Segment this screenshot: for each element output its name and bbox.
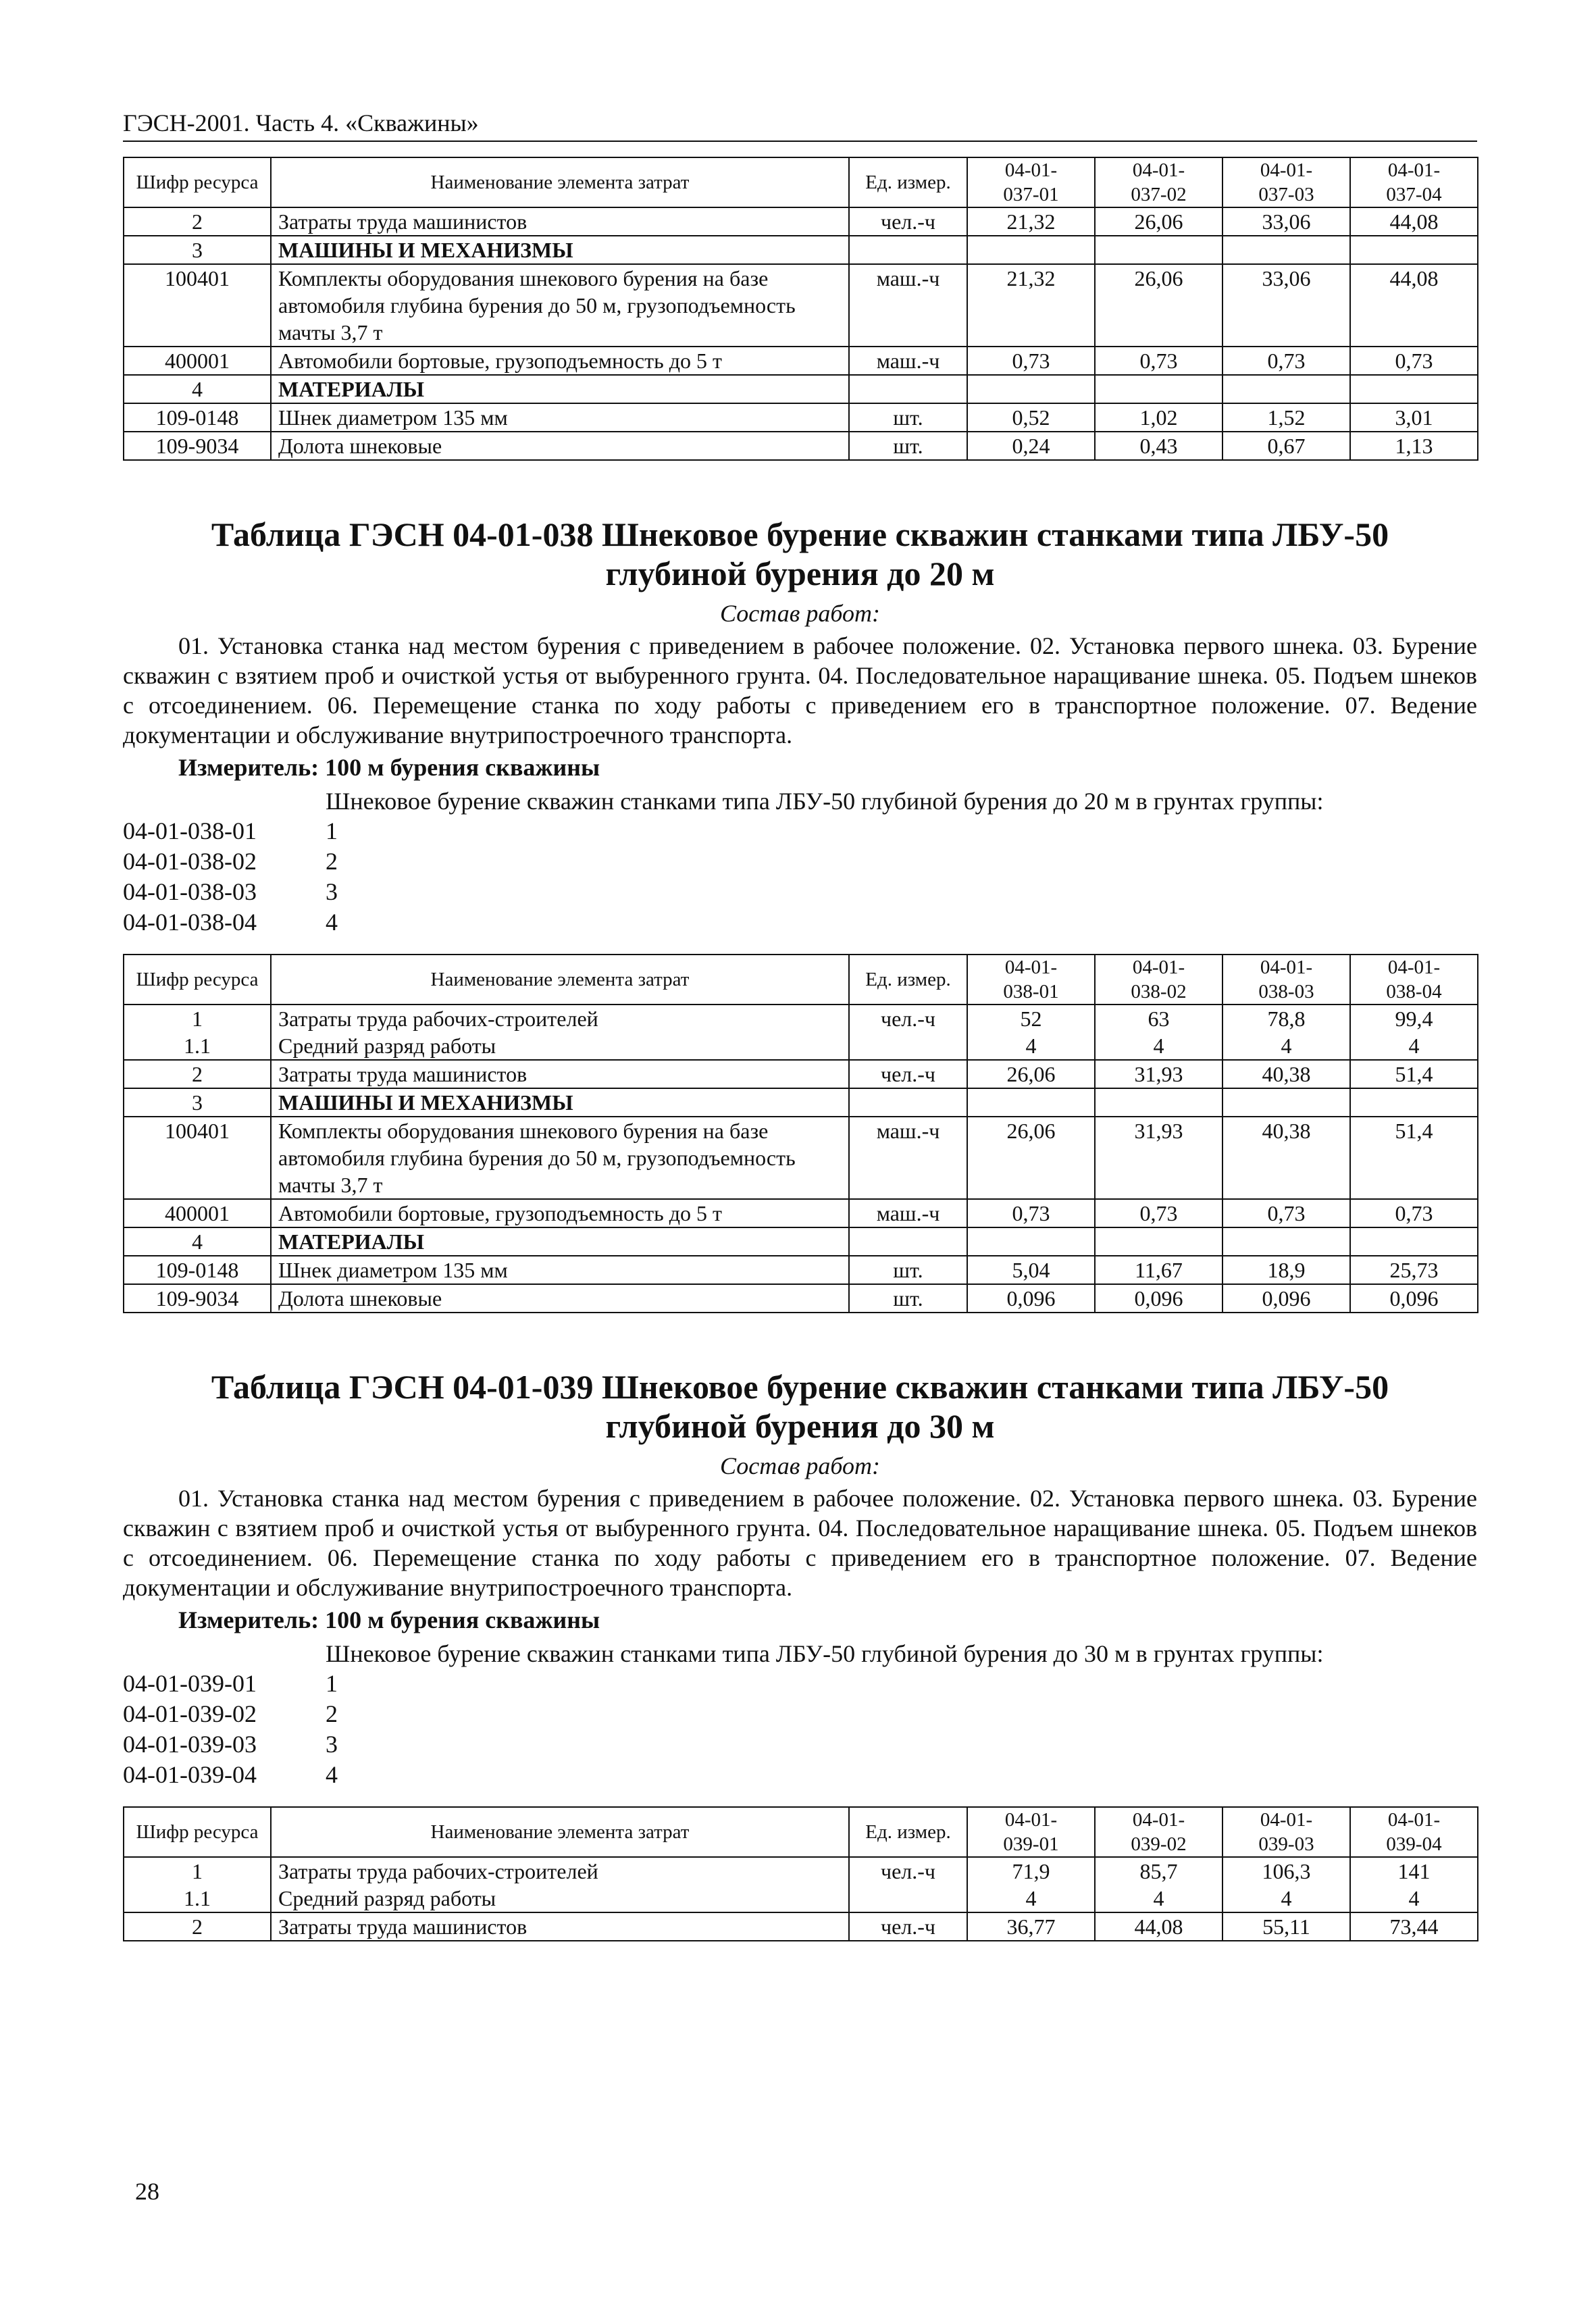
column-header-variant: 04-01- 038-02: [1095, 955, 1222, 1005]
page-number: 28: [135, 2178, 159, 2205]
variant-list: [123, 1669, 1477, 1790]
table-row: [124, 1117, 1478, 1199]
document-page: [123, 108, 1477, 1941]
variant-code: 04-01-039-04: [123, 1761, 257, 1788]
table-header-row: [124, 955, 1478, 1005]
value-cell: 44,08: [1095, 1912, 1222, 1941]
variant-code: 04-01-039-02: [123, 1700, 257, 1727]
column-header-variant: 04-01- 039-02: [1095, 1807, 1222, 1857]
variant-group: 4: [326, 1761, 338, 1788]
unit: шт.: [849, 403, 967, 432]
variant-group: 1: [326, 1670, 338, 1697]
column-header-code: Шифр ресурса: [124, 157, 271, 207]
value-cell: 0,73: [1095, 1199, 1222, 1227]
composition-label: Состав работ:: [720, 1452, 880, 1479]
value-cell: 1,13: [1350, 432, 1478, 460]
resource-code: 400001: [124, 347, 271, 375]
cost-element-name: Шнек диаметром 135 мм: [271, 1256, 849, 1284]
resource-code: 2: [124, 1060, 271, 1088]
value-cell: 44,08: [1350, 264, 1478, 347]
table-row: [124, 1199, 1478, 1227]
section-heading: МАШИНЫ И МЕХАНИЗМЫ: [271, 1088, 849, 1117]
value-cell: 51,4: [1350, 1060, 1478, 1088]
variant-group: 1: [326, 817, 338, 844]
list-item: [123, 907, 1477, 938]
table-row: [124, 1005, 1478, 1060]
work-composition: 01. Установка станка над местом бурения с приведением в рабочее положение. 02. Установка первого шнека. 03. Бурение скважин с взятием проб и очисткой устья от выбуренного грунта. 04. Последовательное наращивание шнека. 05. Подъем шнеков с отсоединением. 06. Перемещение станка по ходу работы с приведением его в транспортное положение. 07. Ведение документации и обслуживание внутрипостроечного транспорта.: [123, 632, 1477, 748]
value-cell: 1,52: [1222, 403, 1350, 432]
resource-code: 100401: [124, 264, 271, 347]
value-cell: 73,44: [1350, 1912, 1478, 1941]
unit: чел.-ч: [849, 1857, 967, 1912]
value-cell: 0,52: [967, 403, 1095, 432]
column-header-code: Шифр ресурса: [124, 1807, 271, 1857]
column-header-code: Шифр ресурса: [124, 955, 271, 1005]
unit: шт.: [849, 1284, 967, 1313]
value-cell: 0,73: [1222, 347, 1350, 375]
value-cell: 55,11: [1222, 1912, 1350, 1941]
value-cell: 0,73: [967, 347, 1095, 375]
resource-code: 400001: [124, 1199, 271, 1227]
value-cell: 26,06: [967, 1117, 1095, 1199]
table-row: [124, 236, 1478, 264]
value-cell: 36,77: [967, 1912, 1095, 1941]
table-row: [124, 264, 1478, 347]
cost-element-name: Комплекты оборудования шнекового бурения на базе автомобиля глубина бурения до 50 м, грузоподъемность мачты 3,7 т: [271, 1117, 849, 1199]
value-cell: 0,67: [1222, 432, 1350, 460]
value-cell: 63 4: [1095, 1005, 1222, 1060]
unit: маш.-ч: [849, 1199, 967, 1227]
value-cell: 71,9 4: [967, 1857, 1095, 1912]
table-title: Таблица ГЭСН 04-01-039 Шнековое бурение скважин станками типа ЛБУ-50 глубиной бурения до 30 м: [211, 1368, 1389, 1445]
variant-group: 3: [326, 1731, 338, 1758]
variant-description: Шнековое бурение скважин станками типа ЛБУ-50 глубиной бурения до 30 м в грунтах группы:: [326, 1640, 1324, 1667]
value-cell: 31,93: [1095, 1117, 1222, 1199]
variant-group: 4: [326, 909, 338, 936]
cost-element-name: Шнек диаметром 135 мм: [271, 403, 849, 432]
list-item: [123, 1760, 1477, 1790]
table-row: [124, 1227, 1478, 1256]
unit: маш.-ч: [849, 264, 967, 347]
variant-code: 04-01-038-03: [123, 878, 257, 905]
column-header-variant: 04-01- 037-01: [967, 157, 1095, 207]
meter: Измеритель: 100 м бурения скважины: [178, 754, 600, 781]
variant-group: 2: [326, 848, 338, 875]
variant-code: 04-01-038-02: [123, 848, 257, 875]
table-row: [124, 375, 1478, 403]
cost-element-name: Затраты труда машинистов: [271, 1060, 849, 1088]
list-item: [123, 846, 1477, 877]
column-header-variant: 04-01- 038-03: [1222, 955, 1350, 1005]
resource-code: 109-0148: [124, 1256, 271, 1284]
column-header-variant: 04-01- 037-04: [1350, 157, 1478, 207]
column-header-unit: Ед. измер.: [849, 1807, 967, 1857]
column-header-variant: 04-01- 037-03: [1222, 157, 1350, 207]
table-row: [124, 347, 1478, 375]
value-cell: 99,4 4: [1350, 1005, 1478, 1060]
column-header-variant: 04-01- 039-04: [1350, 1807, 1478, 1857]
meter: Измеритель: 100 м бурения скважины: [178, 1606, 600, 1633]
value-cell: 3,01: [1350, 403, 1478, 432]
resource-code: 4: [124, 1227, 271, 1256]
table-row: [124, 432, 1478, 460]
list-item: [123, 877, 1477, 907]
value-cell: 40,38: [1222, 1060, 1350, 1088]
column-header-variant: 04-01- 038-04: [1350, 955, 1478, 1005]
value-cell: 0,096: [1222, 1284, 1350, 1313]
composition-label: Состав работ:: [720, 600, 880, 627]
variant-code: 04-01-039-03: [123, 1731, 257, 1758]
resource-code: 109-9034: [124, 1284, 271, 1313]
variant-description: Шнековое бурение скважин станками типа ЛБУ-50 глубиной бурения до 20 м в грунтах группы:: [326, 788, 1324, 815]
section-heading: МАШИНЫ И МЕХАНИЗМЫ: [271, 236, 849, 264]
column-header-variant: 04-01- 039-01: [967, 1807, 1095, 1857]
value-cell: 26,06: [1095, 264, 1222, 347]
column-header-unit: Ед. измер.: [849, 157, 967, 207]
unit: шт.: [849, 432, 967, 460]
value-cell: 33,06: [1222, 264, 1350, 347]
value-cell: 5,04: [967, 1256, 1095, 1284]
value-cell: 25,73: [1350, 1256, 1478, 1284]
value-cell: 0,73: [1095, 347, 1222, 375]
value-cell: 21,32: [967, 207, 1095, 236]
variant-code: 04-01-039-01: [123, 1670, 257, 1697]
value-cell: 85,7 4: [1095, 1857, 1222, 1912]
value-cell: 44,08: [1350, 207, 1478, 236]
resource-code: 109-0148: [124, 403, 271, 432]
variant-code: 04-01-038-01: [123, 817, 257, 844]
list-item: [123, 1699, 1477, 1729]
unit: маш.-ч: [849, 1117, 967, 1199]
value-cell: 0,24: [967, 432, 1095, 460]
resource-code: 2: [124, 207, 271, 236]
value-cell: 78,8 4: [1222, 1005, 1350, 1060]
cost-element-name: Затраты труда машинистов: [271, 207, 849, 236]
table-037: [123, 157, 1478, 461]
cost-element-name: Затраты труда рабочих-строителей Средний разряд работы: [271, 1005, 849, 1060]
value-cell: 26,06: [1095, 207, 1222, 236]
cost-element-name: Комплекты оборудования шнекового бурения на базе автомобиля глубина бурения до 50 м, грузоподъемность мачты 3,7 т: [271, 264, 849, 347]
column-header-name: Наименование элемента затрат: [271, 157, 849, 207]
table-row: [124, 1060, 1478, 1088]
table-header-row: [124, 157, 1478, 207]
table-row: [124, 1256, 1478, 1284]
unit: чел.-ч: [849, 207, 967, 236]
unit: шт.: [849, 1256, 967, 1284]
table-title: Таблица ГЭСН 04-01-038 Шнековое бурение скважин станками типа ЛБУ-50 глубиной бурения до 20 м: [211, 515, 1389, 592]
variant-code: 04-01-038-04: [123, 909, 257, 936]
section-heading: МАТЕРИАЛЫ: [271, 375, 849, 403]
value-cell: 51,4: [1350, 1117, 1478, 1199]
value-cell: 11,67: [1095, 1256, 1222, 1284]
value-cell: 0,73: [967, 1199, 1095, 1227]
running-head: ГЭСН-2001. Часть 4. «Скважины»: [123, 108, 1477, 142]
list-item: [123, 816, 1477, 846]
table-row: [124, 403, 1478, 432]
value-cell: 141 4: [1350, 1857, 1478, 1912]
resource-code: 1 1.1: [124, 1005, 271, 1060]
value-cell: 21,32: [967, 264, 1095, 347]
value-cell: 52 4: [967, 1005, 1095, 1060]
work-composition: 01. Установка станка над местом бурения с приведением в рабочее положение. 02. Установка первого шнека. 03. Бурение скважин с взятием проб и очисткой устья от выбуренного грунта. 04. Последовательное наращивание шнека. 05. Подъем шнеков с отсоединением. 06. Перемещение станка по ходу работы с приведением его в транспортное положение. 07. Ведение документации и обслуживание внутрипостроечного транспорта.: [123, 1485, 1477, 1601]
column-header-variant: 04-01- 039-03: [1222, 1807, 1350, 1857]
table-row: [124, 1284, 1478, 1313]
value-cell: 40,38: [1222, 1117, 1350, 1199]
value-cell: 0,73: [1350, 347, 1478, 375]
resource-code: 1 1.1: [124, 1857, 271, 1912]
unit: чел.-ч: [849, 1060, 967, 1088]
section-heading: МАТЕРИАЛЫ: [271, 1227, 849, 1256]
value-cell: 1,02: [1095, 403, 1222, 432]
column-header-unit: Ед. измер.: [849, 955, 967, 1005]
unit: чел.-ч: [849, 1912, 967, 1941]
cost-element-name: Автомобили бортовые, грузоподъемность до 5 т: [271, 1199, 849, 1227]
table-row: [124, 1088, 1478, 1117]
value-cell: 106,3 4: [1222, 1857, 1350, 1912]
variant-list: [123, 816, 1477, 938]
resource-code: 3: [124, 1088, 271, 1117]
value-cell: 0,096: [1095, 1284, 1222, 1313]
column-header-variant: 04-01- 038-01: [967, 955, 1095, 1005]
value-cell: 18,9: [1222, 1256, 1350, 1284]
value-cell: 0,096: [1350, 1284, 1478, 1313]
cost-element-name: Затраты труда рабочих-строителей Средний разряд работы: [271, 1857, 849, 1912]
cost-element-name: Долота шнековые: [271, 1284, 849, 1313]
column-header-name: Наименование элемента затрат: [271, 1807, 849, 1857]
resource-code: 4: [124, 375, 271, 403]
resource-code: 2: [124, 1912, 271, 1941]
variant-group: 2: [326, 1700, 338, 1727]
value-cell: 0,43: [1095, 432, 1222, 460]
resource-code: 3: [124, 236, 271, 264]
list-item: [123, 1729, 1477, 1760]
list-item: [123, 1669, 1477, 1699]
value-cell: 0,096: [967, 1284, 1095, 1313]
value-cell: 33,06: [1222, 207, 1350, 236]
table-row: [124, 1857, 1478, 1912]
table-header-row: [124, 1807, 1478, 1857]
cost-element-name: Долота шнековые: [271, 432, 849, 460]
value-cell: 26,06: [967, 1060, 1095, 1088]
resource-code: 100401: [124, 1117, 271, 1199]
variant-group: 3: [326, 878, 338, 905]
cost-element-name: Затраты труда машинистов: [271, 1912, 849, 1941]
value-cell: 0,73: [1222, 1199, 1350, 1227]
table-row: [124, 207, 1478, 236]
unit: маш.-ч: [849, 347, 967, 375]
table-039: [123, 1806, 1478, 1941]
table-038: [123, 954, 1478, 1313]
resource-code: 109-9034: [124, 432, 271, 460]
table-row: [124, 1912, 1478, 1941]
value-cell: 0,73: [1350, 1199, 1478, 1227]
value-cell: 31,93: [1095, 1060, 1222, 1088]
unit: чел.-ч: [849, 1005, 967, 1060]
cost-element-name: Автомобили бортовые, грузоподъемность до 5 т: [271, 347, 849, 375]
column-header-variant: 04-01- 037-02: [1095, 157, 1222, 207]
column-header-name: Наименование элемента затрат: [271, 955, 849, 1005]
